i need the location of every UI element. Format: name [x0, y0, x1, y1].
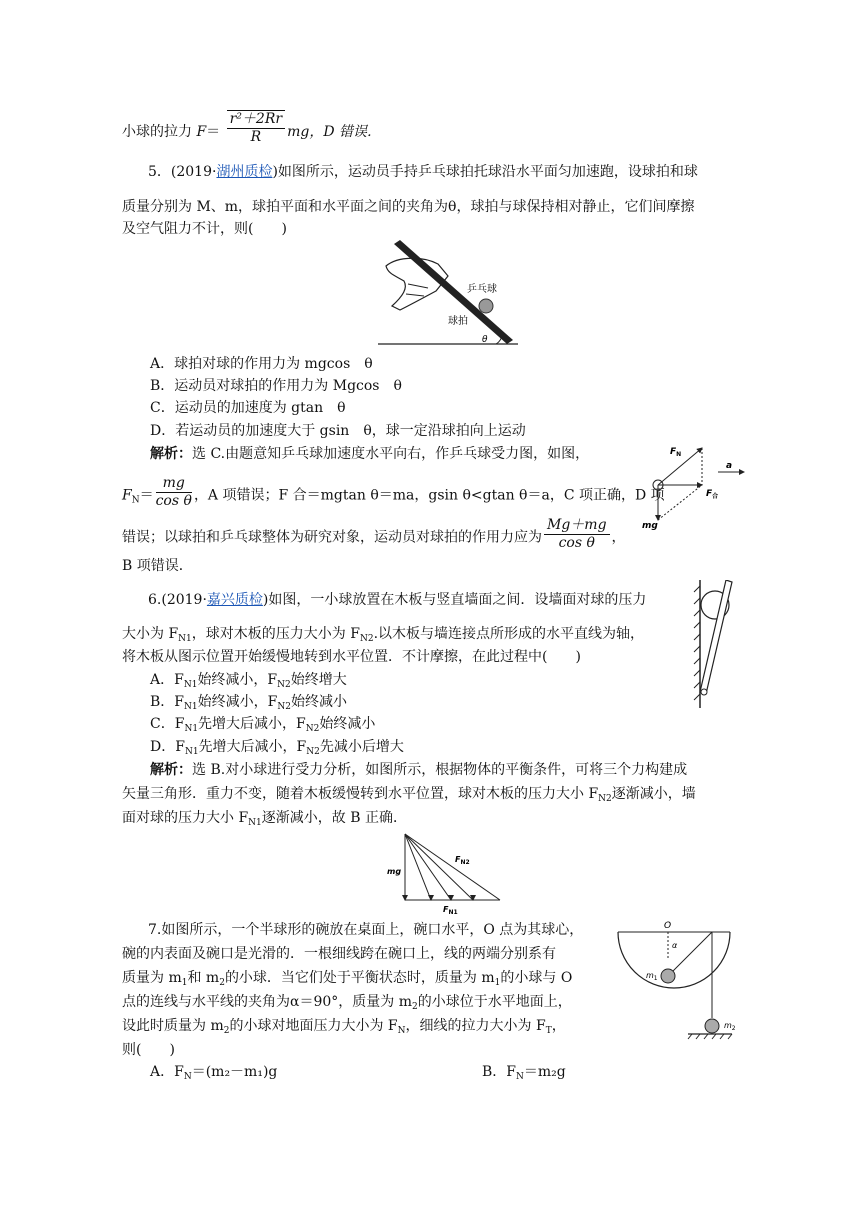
q5-racket-figure: [378, 236, 528, 354]
angle-label: θ: [482, 335, 488, 345]
svg-text:FN1: $F_{N1}$: [443, 905, 458, 916]
q7-option-a[interactable]: A．$F_N=(m_2-m_1)g$: [150, 1064, 278, 1082]
q5-stem-line3: 及空气阻力不计，则( ): [122, 221, 287, 237]
svg-text:m1: $m_1$: [646, 971, 658, 982]
q4-answer-line: 小球的拉力 F＝ $\frac{\text{r²＋2Rr}}{R}$ mg，D 错误．: [122, 111, 381, 145]
svg-text:a: a: [726, 461, 733, 471]
q6-source-link[interactable]: 嘉兴质检: [206, 592, 263, 608]
svg-text:O: O: [664, 921, 672, 931]
q4-fraction: $\frac{\text{r²＋2Rr}}{R}$: [227, 110, 285, 146]
q6-stem-line2: 大小为 $F_{N1}$，球对木板的压力大小为 $F_{N2}$.以木板与墙连接点所形成的水平直线为轴，: [122, 626, 645, 644]
q5-source-link[interactable]: 湖州质检: [216, 164, 273, 180]
q5-option-d[interactable]: D．若运动员的加速度大于 gsin θ，球一定沿球拍向上运动: [150, 423, 526, 439]
q7-stem-line1: 7.如图所示，一个半球形的碗放在桌面上，碗口水平，O 点为其球心，: [148, 922, 584, 938]
q6-solution-line3: 面对球的压力大小 $F_{N1}$逐渐减小，故 B 正确．: [122, 810, 407, 828]
q6-wall-figure: [690, 580, 740, 710]
q6-option-a[interactable]: A．$F_{N1}$始终减小，$F_{N2}$始终增大: [150, 672, 347, 690]
q6-option-b[interactable]: B．$F_{N1}$始终减小，$F_{N2}$始终减小: [150, 694, 347, 712]
q7-stem-line6: 则( ): [122, 1042, 175, 1058]
q6-force-triangle: [385, 830, 515, 916]
q5-solution-line4: B 项错误．: [122, 558, 193, 574]
q5-solution-line2: $F_N=$ $\frac{mg}{\text{cos θ}}$ ，A 项错误；F 合＝mgtan θ＝ma，gsin θ<gtan θ＝a，C 项正确，D 项: [122, 475, 665, 509]
q7-bowl-figure: [608, 918, 748, 1046]
q5-option-c[interactable]: C．运动员的加速度为 gtan θ: [150, 400, 346, 416]
svg-text:FN: $F_N$: [670, 447, 682, 458]
svg-text:α: α: [672, 941, 678, 950]
q5-option-a[interactable]: A．球拍对球的作用力为 mgcos θ: [150, 356, 373, 372]
svg-text:mg: mg: [642, 521, 658, 531]
q7-stem-line4: 点的连线与水平线的夹角为α＝90°，质量为 $m_2$的小球位于水平地面上，: [122, 994, 572, 1012]
q6-solution-line1: 解析：选 B.对小球进行受力分析，如图所示，根据物体的平衡条件，可将三个力构建成: [150, 762, 688, 778]
q5-option-b[interactable]: B．运动员对球拍的作用力为 Mgcos θ: [150, 378, 402, 394]
svg-text:m2: $m_2$: [724, 1021, 736, 1032]
q7-stem-line5: 设此时质量为 $m_2$的小球对地面压力大小为 $F_N$，细线的拉力大小为 $F_T$，: [122, 1018, 566, 1036]
q6-option-d[interactable]: D．$F_{N1}$先增大后减小，$F_{N2}$先减小后增大: [150, 739, 404, 757]
q7-stem-line2: 碗的内表面及碗口是光滑的．一根细线跨在碗口上，线的两端分别系有: [122, 946, 556, 962]
svg-text:mg: mg: [387, 867, 402, 876]
q7-option-b[interactable]: B．$F_N=m_2g$: [482, 1064, 566, 1082]
q5-solution-line3: 错误；以球拍和乒乓球整体为研究对象，运动员对球拍的作用力应为 $\frac{Mg+mg}{\text{cos θ}}$ ，: [122, 517, 626, 551]
svg-text:F合: $F_合$: [706, 489, 719, 500]
q6-stem-line1: 6.(2019·嘉兴质检)如图，一小球放置在木板与竖直墙面之间．设墙面对球的压力: [148, 592, 647, 608]
svg-text:FN2: $F_{N2}$: [455, 855, 470, 866]
q6-stem-line3: 将木板从图示位置开始缓慢地转到水平位置．不计摩擦，在此过程中( ): [122, 649, 581, 665]
q5-stem-line2: 质量分别为 M、m，球拍平面和水平面之间的夹角为θ，球拍与球保持相对静止，它们间摩擦: [122, 199, 695, 215]
q7-stem-line3: 质量为 $m_1$和 $m_2$的小球．当它们处于平衡状态时，质量为 $m_1$的小球与 O: [122, 970, 573, 988]
q5-stem-line1: 5．(2019·湖州质检)如图所示，运动员手持乒乓球拍托球沿水平面匀加速跑，设球拍和球: [148, 164, 698, 180]
q5-force-diagram: [636, 440, 762, 536]
racket-label: 球拍: [448, 316, 468, 327]
q6-option-c[interactable]: C．$F_{N1}$先增大后减小，$F_{N2}$始终减小: [150, 716, 376, 734]
ball-label: 乒乓球: [467, 284, 497, 295]
q6-solution-line2: 矢量三角形．重力不变，随着木板缓慢转到水平位置，球对木板的压力大小 $F_{N2}$逐渐减小，墙: [122, 786, 696, 804]
q5-solution-line1: 解析：选 C.由题意知乒乓球加速度水平向右，作乒乓球受力图，如图，: [150, 446, 590, 462]
